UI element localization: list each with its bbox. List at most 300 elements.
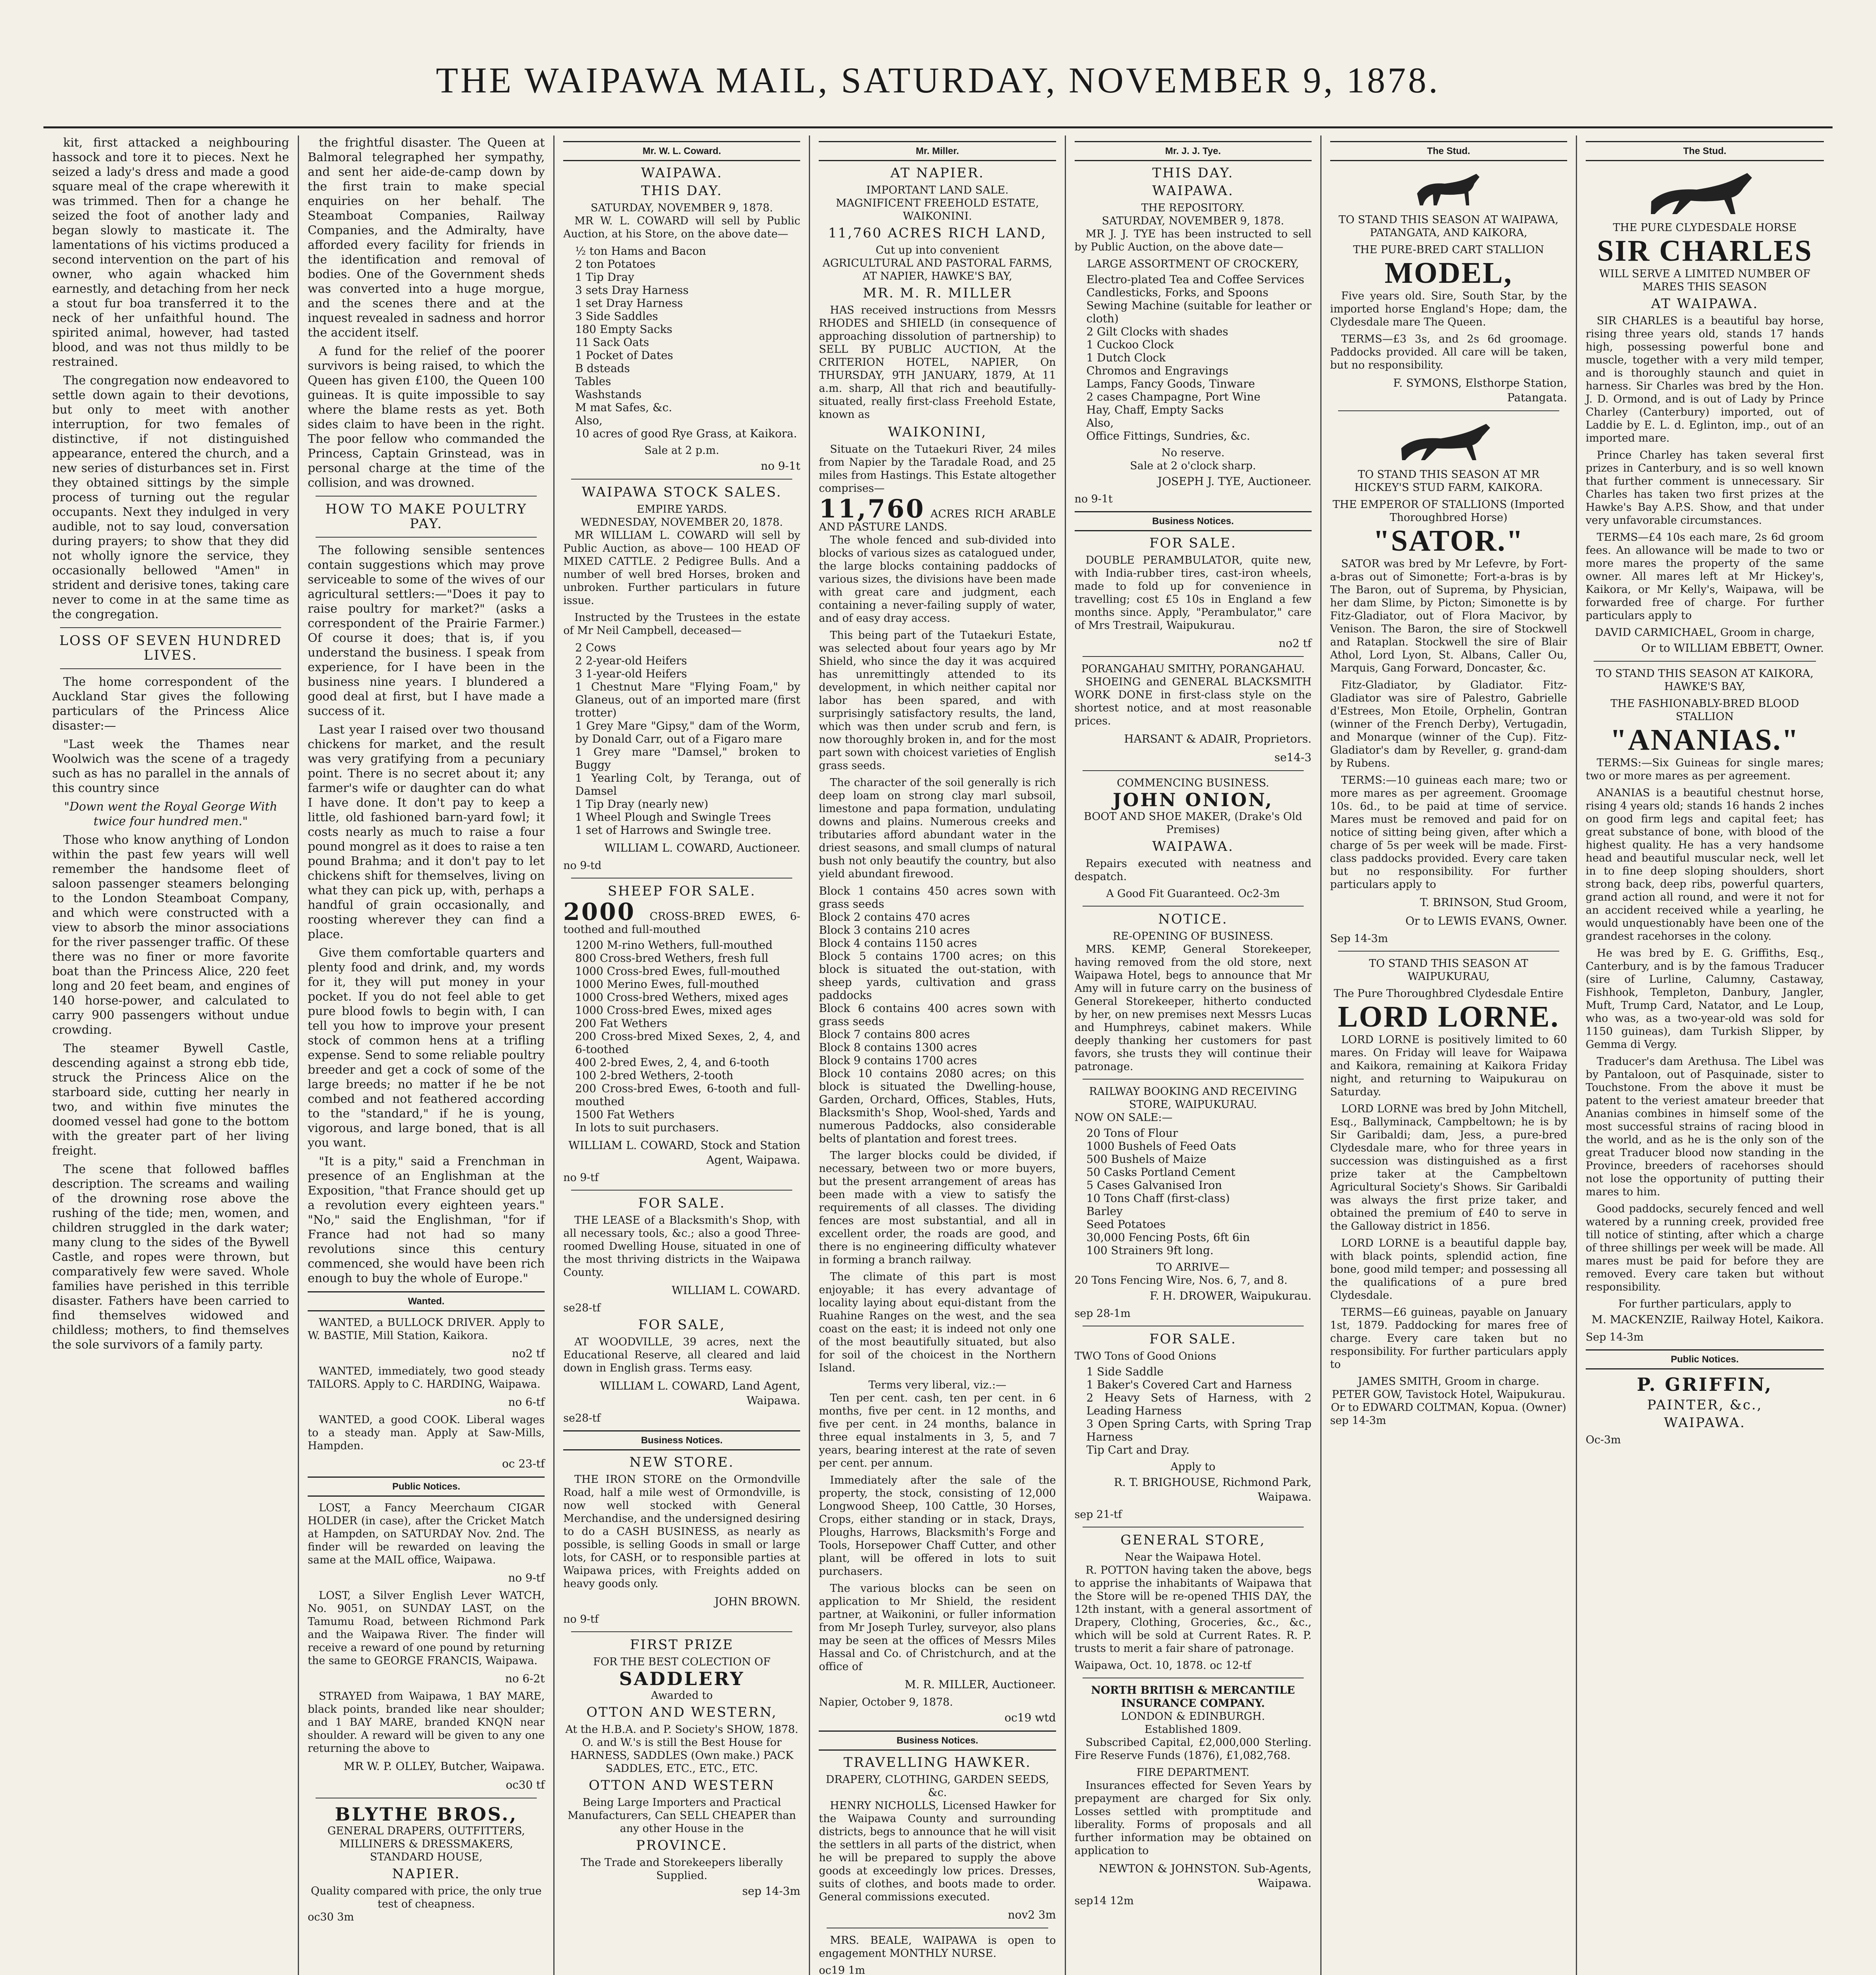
- town-heading: WAIPAWA.: [1152, 183, 1234, 199]
- list-item: Block 10 contains 2080 acres; on this block is situated the Dwelling-house, Garden, Orchard, Offices, Stables, Huts, Blacksmith's Shop, Wool-shed, Yards and numerous Paddocks, also considerable belts of plantation and forest trees.: [819, 1067, 1056, 1145]
- ad-signature: HARSANT & ADAIR, Proprietors.: [1124, 732, 1312, 745]
- divider: [316, 496, 537, 497]
- ad-signature: JOHN BROWN.: [714, 1595, 801, 1608]
- ad-signature: WILLIAM L. COWARD, Stock and Station Agent, Waipawa.: [568, 1139, 801, 1166]
- sale-time: Sale at 2 o'clock sharp.: [1130, 460, 1256, 472]
- list-item: Barley: [1086, 1205, 1123, 1218]
- new-store: NEW STORE.: [629, 1454, 735, 1470]
- ad-signature: WILLIAM L. COWARD, Auctioneer.: [604, 841, 801, 854]
- at-napier: AT NAPIER.: [890, 165, 985, 181]
- blythe-subtitle: GENERAL DRAPERS, OUTFITTERS, MILLINERS & DRESSMAKERS,: [327, 1825, 525, 1850]
- waipawa: WAIPAWA.: [1664, 1415, 1746, 1431]
- ad-signature: M. MACKENZIE, Railway Hotel, Kaikora.: [1591, 1313, 1824, 1326]
- ad-text: Instructed by the Trustees in the estate of Mr Neil Campbell, deceased—: [563, 611, 801, 637]
- model-title: MODEL,: [1384, 256, 1513, 290]
- ad-text: Subscribed Capital, £2,000,000 Sterling. Fire Reserve Funds (1876), £1,082,768.: [1074, 1736, 1312, 1762]
- ad-text: MR W. L. COWARD will sell by Public Auction, at his Store, on the above date—: [563, 215, 801, 240]
- article-paragraph: kit, first attacked a neighbouring hassock and tore it to pieces. Next he seized a lady's dress and made a good square meal of the crape wherewith it was trimmed. Then for a change he seized the foot of another lady and began slowly to masticate it. The lamentations of his victims produced a second intervention on the part of his owner, who again whacked him earnestly, and detaching from her neck a stout fur boa transferred it to the neck of her unfaithful hound. The spirited animal, however, had tasted blood, and was not thus mildly to be restrained.: [52, 136, 289, 369]
- ad-text: STRAYED from Waipawa, 1 BAY MARE, black points, branded like near shoulder; and 1 BAY MARE, branded KNQN near shoulder. A reward will be given to any one returning the above to: [308, 1690, 545, 1755]
- for-sale-heading: FOR SALE.: [1149, 1331, 1237, 1347]
- ad-signature: WILLIAM L. COWARD, Land Agent, Waipawa.: [600, 1379, 801, 1407]
- ad-text: Five years old. Sire, South Star, by the imported horse England's Hope; dam, the Clydesdale mare The Queen.: [1330, 290, 1567, 328]
- list-item: Chromos and Engravings: [1086, 364, 1229, 377]
- ananias-sub: THE FASHIONABLY-BRED BLOOD STALLION: [1610, 698, 1799, 723]
- divider: [316, 537, 537, 538]
- ad-signature: R. T. BRIGHOUSE, Richmond Park, Waipawa.: [1114, 1476, 1312, 1503]
- ad-ref: oc 23-tf: [502, 1457, 545, 1470]
- article-paragraph: Give them comfortable quarters and plenty food and drink, and, my words for it, they will put money in your pocket. If you do not feel able to get pure blood fowls to begin with, I can tell you how to improve your present stock of common hens at a trifling expense. Send to some reliable poultry breeder and get a cock of some of the large breeds; no matter if he be not combed and not feathered according to the "standard," if he is young, vigorous, and large boned, that is all you want.: [308, 946, 545, 1150]
- ad-ref: sep14 12m: [1074, 1895, 1134, 1907]
- list-item: 1 Grey Mare "Gipsy," dam of the Worm, by Donald Carr, out of a Figaro mare: [575, 719, 801, 745]
- ad-signature: JAMES SMITH, Groom in charge.: [1358, 1375, 1540, 1388]
- list-item: Sewing Machine (suitable for leather or cloth): [1086, 299, 1312, 325]
- lorne-sub: The Pure Thoroughbred Clydesdale Entire: [1333, 988, 1564, 1000]
- big-acres-text: ACRES RICH ARABLE AND PASTURE LANDS.: [819, 508, 1056, 533]
- section-header-coward: Mr. W. L. Coward.: [563, 141, 800, 161]
- estate-items: [575, 641, 800, 837]
- article-paragraph: Those who know anything of London within the past few years will well remember the handsome fleet of saloon passenger steamers belonging to the London Steamboat Company, and which were constructed with a view to absorb the minor associations for the river passenger traffic. Of these there was no finer or more favorite boat than the Princess Alice, 220 feet long and 20 feet beam, and engines of 140 horse-power, and calculated to carry 900 passengers without undue crowding.: [52, 833, 289, 1037]
- divider: [1338, 410, 1559, 411]
- ad-signature: Or to WILLIAM EBBETT, Owner.: [1641, 641, 1824, 655]
- ad-text: R. POTTON having taken the above, begs to apprise the inhabitants of Waipawa that the Store will be re-opened THIS DAY, the 12th instant, with a general assortment of Drapery, Clothing, Groceries, &c., &c., which will be sold at Current Rates. R. P. trusts to merit a fair share of patronage.: [1074, 1564, 1312, 1655]
- ad-ref: nov2 3m: [1008, 1908, 1056, 1921]
- sale-date: SATURDAY, NOVEMBER 9, 1878.: [1102, 215, 1284, 227]
- list-item: 1 Tip Dray (nearly new): [575, 798, 709, 811]
- ad-text: Traducer's dam Arethusa. The Libel was by Pantaloon, out of Pasquinade, sister to Touchstone. From the above it must be patent to the veriest amateur breeder that Ananias combines in himself some of the most successful strains of racing blood in the world, and as he is the only son of the great Traducer blood now standing in the Province, breeders of racehorses should not lose the opportunity of putting their mares to him.: [1585, 1055, 1824, 1198]
- general-store: GENERAL STORE,: [1120, 1532, 1266, 1548]
- emperor: THE EMPEROR OF STALLIONS (Imported Thoroughbred Horse): [1333, 498, 1565, 524]
- for-sale-heading: FOR SALE,: [638, 1317, 726, 1333]
- ad-text: TO STAND THIS SEASON AT KAIKORA, HAWKE'S BAY,: [1596, 668, 1814, 693]
- horse-illustration: [1645, 166, 1764, 217]
- travelling-hawker: TRAVELLING HAWKER.: [843, 1755, 1032, 1770]
- column-5: [1066, 135, 1321, 1975]
- ad-text: LOST, a Silver English Lever WATCH, No. 9051, on SUNDAY LAST, on the Tamumu Road, between Richmond Park and the Waipawa River. The finder will receive a reward of one pound by returning the same to GEORGE FRANCIS, Waipawa.: [308, 1589, 545, 1667]
- stock-sale-date: WEDNESDAY, NOVEMBER 20, 1878.: [581, 516, 783, 529]
- ad-text: TO STAND THIS SEASON AT MR HICKEY'S STUD FARM, KAIKORA.: [1354, 468, 1543, 494]
- list-item: Block 9 contains 1700 acres: [819, 1054, 977, 1067]
- ad-signature: Or to LEWIS EVANS, Owner.: [1405, 914, 1567, 927]
- ad-ref: oc30 3m: [308, 1911, 354, 1923]
- divider: [1083, 1079, 1304, 1080]
- empire-yards: EMPIRE YARDS.: [637, 503, 727, 515]
- ad-signature: JOSEPH J. TYE, Auctioneer.: [1158, 475, 1312, 488]
- list-item: 1 Tip Dray: [575, 271, 634, 284]
- ad-ref: no 9-td: [563, 860, 602, 872]
- ad-signature: Or to EDWARD COLTMAN, Kopua. (Owner): [1331, 1401, 1566, 1414]
- waikonini: WAIKONINI,: [888, 424, 987, 440]
- ad-text: The larger blocks could be divided, if necessary, between two or more buyers, but the present arrangement of areas has been made with a view to satisfy the requirements of all classes. The dividing fences are most substantial, and all in excellent order, the roads are good, and there is no engineering difficulty whatever in forming a branch railway.: [819, 1149, 1056, 1266]
- list-item: 2 ton Potatoes: [575, 258, 656, 271]
- horse-illustration: [1397, 417, 1500, 464]
- article-paragraph: A fund for the relief of the poorer survivors is being raised, to which the Queen has given £100, the Queen 100 guineas. It is quite impossible to say where the blame rests as yet. Both sides claim to have been in the right. The poor fellow who commanded the Princess, Captain Grinstead, was in personal charge at the time of the collision, and was drowned.: [308, 344, 545, 490]
- divider: [60, 627, 281, 628]
- stock-sales-title: WAIPAWA STOCK SALES.: [581, 484, 782, 500]
- ad-text: MRS. BEALE, WAIPAWA is open to engagement MONTHLY NURSE.: [819, 1934, 1056, 1960]
- list-item: Block 4 contains 1150 acres: [819, 937, 977, 950]
- no-reserve: No reserve.: [1161, 447, 1225, 459]
- ad-ref: no 9-tf: [563, 1172, 599, 1184]
- divider: [1083, 656, 1304, 657]
- sale-date: SATURDAY, NOVEMBER 9, 1878.: [590, 202, 773, 214]
- for-sale-items: [1087, 1365, 1312, 1456]
- miller-name: MR. M. R. MILLER: [863, 285, 1012, 301]
- ad-text: Immediately after the sale of the property, the stock, consisting of 12,000 Longwood Sheep, 100 Cattle, 30 Horses, Crops, either standing or in stack, Drays, Ploughs, Harrows, Blacksmith's Forge and Tools, Horsepower Chaff Cutter, and other plant, will be offered in lots to suit purchasers.: [819, 1474, 1056, 1578]
- drapery: DRAPERY, CLOTHING, GARDEN SEEDS, &c.: [825, 1774, 1049, 1799]
- sir-charles-title: SIR CHARLES: [1597, 234, 1813, 267]
- list-item: 500 Bushels of Maize: [1086, 1153, 1207, 1166]
- section-header-business: Business Notices.: [819, 1730, 1056, 1751]
- ad-text: Repairs executed with neatness and despatch.: [1074, 858, 1312, 883]
- divider: [1083, 770, 1304, 771]
- list-item: 30,000 Fencing Posts, 6ft 6in: [1086, 1231, 1250, 1244]
- list-item: Hay, Chaff, Empty Sacks: [1086, 403, 1224, 416]
- ad-text: TERMS—£6 guineas, payable on January 1st, 1879. Paddocking for mares free of charge. Every care taken but no responsibility. For further particulars apply to: [1330, 1306, 1567, 1371]
- list-item: 2 Cows: [575, 641, 616, 654]
- at-waipawa: AT WAIPAWA.: [1651, 296, 1759, 312]
- auction-items: [575, 245, 800, 440]
- otton-western-2: OTTON AND WESTERN: [588, 1778, 775, 1793]
- article-paragraph: Last year I raised over two thousand chickens for market, and the result was very gratifying from a pecuniary point. There is no secret about it; any farmer's wife or daughter can do what I have done. It don't pay to keep a little, old fashioned barn-yard fowl; it costs nearly as much to raise a four pound mongrel as it does to raise a ten pound Brahma; and it don't pay to let chickens shift for themselves, living on what they can pick up, with, perhaps a handful of grain occasionally, and roosting wherever they can find a place.: [308, 723, 545, 941]
- list-item: Tables: [575, 375, 611, 388]
- ad-text: DOUBLE PERAMBULATOR, quite new, with India-rubber tires, cast-iron wheels, made to fold up for convenience in travelling; cost £5 10s in England a few months since. Apply, "Perambulator," care of Mrs Trestrail, Waipukurau.: [1074, 554, 1312, 632]
- list-item: 1000 Bushels of Feed Oats: [1086, 1140, 1236, 1153]
- column-3: [555, 135, 810, 1975]
- ad-signature: M. R. MILLER, Auctioneer.: [904, 1678, 1056, 1691]
- ad-ref: Sep 14-3m: [1330, 933, 1388, 945]
- list-item: 3 sets Dray Harness: [575, 284, 689, 297]
- column-4: [810, 135, 1066, 1975]
- divider: [571, 479, 792, 480]
- section-header-stud: The Stud.: [1586, 141, 1824, 161]
- article-paragraph: the frightful disaster. The Queen at Balmoral telegraphed her sympathy, and sent her aide-de-camp down by the first train to make special enquiries on her behalf. The Steamboat Companies, Railway Companies, and the Admiralty, have afforded every facility for friends in the identification and removal of bodies. One of the Government sheds was converted into a huge morgue, and the scenes there and at the inquest revealed in sadness and horror the accident itself.: [308, 136, 545, 340]
- otton-western: OTTON AND WESTERN,: [586, 1704, 777, 1720]
- section-header-public-notices: Public Notices.: [1586, 1349, 1824, 1369]
- list-item: 5 Cases Galvanised Iron: [1086, 1179, 1222, 1192]
- boot-maker: BOOT AND SHOE MAKER, (Drake's Old Premises): [1084, 811, 1303, 836]
- headline-loss-of-lives: LOSS OF SEVEN HUNDRED LIVES.: [59, 633, 282, 663]
- ad-text: This being part of the Tutaekuri Estate, was selected about four years ago by Mr Shield, who since the day it was acquired has unremittingly attended to its development, in which neither capital nor labor has been spared, and with surprisingly satisfactory results, the land, which was then under scrub and fern, is now thoroughly broken in, and for the most part sown with choicest varieties of English grass seeds.: [819, 629, 1056, 772]
- ad-text: TERMS—£3 3s, and 2s 6d groomage. Paddocks provided. All care will be taken, but no responsibility.: [1330, 333, 1567, 371]
- masthead-title: THE WAIPAWA MAIL, SATURDAY, NOVEMBER 9, 1878.: [436, 60, 1440, 100]
- reopening: RE-OPENING OF BUSINESS.: [1113, 930, 1273, 942]
- ad-ref: no 6-2t: [505, 1672, 545, 1685]
- headline-poultry: HOW TO MAKE POULTRY PAY.: [325, 501, 527, 532]
- list-item: 2 2-year-old Heifers: [575, 654, 687, 667]
- this-day: THIS DAY.: [641, 183, 723, 199]
- ad-text: Good paddocks, securely fenced and well watered by a running creek, provided free till notice of stinting, after which a charge of three shillings per week will be made. All mares must be paid for before they are removed. Every care taken but without responsibility.: [1585, 1203, 1824, 1293]
- list-item: Also,: [1086, 416, 1114, 429]
- notice: NOTICE.: [1158, 911, 1228, 927]
- article-paragraph: "It is a pity," said a Frenchman in presence of an Englishman at the Exposition, "that France should get up a revolution every eighteen years." "No," said the Englishman, "for if France had not had so many revolutions since this century commenced, she would have been rich enough to buy the whole of Europe.": [308, 1155, 545, 1285]
- ad-text: TERMS:—Six Guineas for single mares; two or more mares as per agreement.: [1585, 757, 1824, 782]
- north-british: NORTH BRITISH & MERCANTILE INSURANCE COMPANY.: [1091, 1684, 1295, 1710]
- ad-ref: oc 12-tf: [1210, 1659, 1251, 1672]
- saddlery: SADDLERY: [619, 1668, 745, 1689]
- ad-ref: no 9-tf: [563, 1613, 599, 1625]
- list-item: 200 Cross-bred Ewes, 6-tooth and full-mouthed: [575, 1082, 801, 1108]
- list-item: Also,: [575, 414, 603, 427]
- section-header-wanted: Wanted.: [308, 1291, 545, 1311]
- ad-ref: sep 21-tf: [1074, 1509, 1122, 1521]
- ad-text: HENRY NICHOLLS, Licensed Hawker for the Waipawa County and surrounding districts, begs to announce that he will visit the settlers in all parts of the district, when he will be prepared to supply the above goods at exceedingly low prices. Dresses, suits of clothes, and boots made to order. General commissions executed.: [819, 1800, 1056, 1903]
- town-heading: WAIPAWA.: [641, 165, 723, 181]
- ad-ref: se28-tf: [563, 1302, 601, 1314]
- this-day: THIS DAY.: [1152, 165, 1234, 181]
- blythe-note: Quality compared with price, the only true test of cheapness.: [311, 1885, 542, 1910]
- list-item: 1 Baker's Covered Cart and Harness: [1086, 1378, 1292, 1391]
- ad-text: SIR CHARLES is a beautiful bay horse, rising three years old, stands 17 hands high, possessing powerful bone and muscle, together with a very mild temper, and is thoroughly staunch and quiet in harness. Sir Charles was bred by the Hon. J. D. Ormond, and is out of Lady by Prince Charley (Canterbury) imported, out of Laddie by E. L. d. Eglinton, imp., out of an imported mare.: [1585, 315, 1824, 444]
- divider: [1594, 661, 1816, 662]
- article-paragraph: The following sensible sentences contain suggestions which may prove serviceable to some of the wives of our agricultural settlers:—"Does it pay to raise poultry for market?" (asks a correspondent of the Prairie Farmer.) Of course it does; that is, if you understand the business. I speak from experience, for I have been in the business nine years. I blundered a good deal at first, but I have made a success of it.: [308, 544, 545, 718]
- ad-ref: no 9-1t: [761, 459, 801, 472]
- ad-ref: Oc-3m: [1585, 1434, 1621, 1446]
- list-item: 1 set of Harrows and Swingle tree.: [575, 824, 771, 837]
- ad-text: TERMS—£4 10s each mare, 2s 6d groom fees. An allowance will be made to two or more mares the property of the same owner. All mares left at Mr Hickey's, Kaikora, or Mr Kelly's, Waipawa, will be forwarded free of charge. For further particulars apply to: [1585, 531, 1824, 622]
- to-arrive: TO ARRIVE—: [1156, 1261, 1230, 1273]
- list-item: 10 Tons Chaff (first-class): [1086, 1192, 1230, 1205]
- article-paragraph: The home correspondent of the Auckland Star gives the following particulars of the Princess Alice disaster:—: [52, 675, 289, 733]
- ad-ref: sep 28-1m: [1074, 1307, 1131, 1320]
- ad-signature: WILLIAM L. COWARD.: [671, 1284, 801, 1297]
- ad-date: Napier, October 9, 1878.: [819, 1696, 953, 1708]
- list-item: 1 Side Saddle: [1086, 1365, 1164, 1378]
- list-item: 1000 Cross-bred Wethers, mixed ages: [575, 991, 788, 1004]
- ad-ref: Oc2-3m: [1238, 888, 1280, 900]
- section-header-stud: The Stud.: [1330, 141, 1567, 161]
- list-item: 2 Heavy Sets of Harness, with 2 Leading Harness: [1086, 1391, 1312, 1417]
- sator-title: "SATOR.": [1373, 524, 1524, 557]
- waipawa: WAIPAWA.: [1152, 839, 1234, 854]
- sheep-for-sale: SHEEP FOR SALE.: [607, 883, 756, 899]
- list-item: B dsteads: [575, 362, 630, 375]
- province: PROVINCE.: [636, 1838, 728, 1853]
- first-prize: FIRST PRIZE: [630, 1637, 734, 1653]
- section-header-business: Business Notices.: [1075, 511, 1312, 531]
- list-item: Lamps, Fancy Goods, Tinware: [1086, 377, 1255, 390]
- list-item: In lots to suit purchasers.: [575, 1121, 719, 1134]
- list-item: 1 Cuckoo Clock: [1086, 338, 1174, 351]
- ad-text: WANTED, immediately, two good steady TAILORS. Apply to C. HARDING, Waipawa.: [308, 1365, 545, 1390]
- list-item: 1000 Merino Ewes, full-mouthed: [575, 978, 759, 991]
- section-header-miller: Mr. Miller.: [819, 141, 1056, 161]
- article-paragraph: The scene that followed baffles description. The screams and wailing of the drowning rose above the rushing of the tide; men, women, and children struggled in the dark water; many clung to the sides of the Bywell Castle, and ropes were thrown, but comparatively few were saved. Whole families have perished in this terrible disaster. Fathers have been carried to find themselves widowed and childless; mothers, to find themselves the sole survivors of a family party.: [52, 1162, 289, 1352]
- on-sale-items: [1087, 1127, 1312, 1257]
- london-edinburgh: LONDON & EDINBURGH.: [1121, 1710, 1265, 1723]
- section-header-business: Business Notices.: [563, 1430, 800, 1450]
- ad-text: WANTED, a good COOK. Liberal wages to a steady man. Apply at Saw-Mills, Hampden.: [308, 1414, 545, 1452]
- ad-signature: NEWTON & JOHNSTON. Sub-Agents, Waipawa.: [1098, 1862, 1312, 1890]
- ad-signature: PETER GOW, Tavistock Hotel, Waipukurau.: [1332, 1388, 1566, 1401]
- on-sale: NOW ON SALE:—: [1074, 1112, 1173, 1124]
- ananias-title: "ANANIAS.": [1610, 723, 1800, 756]
- best-house: O. and W.'s is still the Best House for HARNESS, SADDLES (Own make.) PACK SADDLES, ETC., ETC., ETC.: [570, 1736, 793, 1775]
- list-item: 100 2-bred Wethers, 2-tooth: [575, 1069, 733, 1082]
- ad-date: Waipawa, Oct. 10, 1878.: [1074, 1659, 1207, 1672]
- ad-ref: no2 tf: [512, 1347, 545, 1360]
- article-paragraph: The congregation now endeavored to settle down again to their devotions, but only to meet with another interruption, for two females of distinctive, if not distinguished appearance, entered the church, and a new series of disturbances set in. First they obtained sittings by the simple process of turning out the regular occupants. Next they indulged in very audible, not to say loud, conversation during prayers; to show that they did not wholly ignore the service, they occasionally bellowed "Amen" in strident and derisive tones, taking care never to come in at the same time as the congregation.: [52, 374, 289, 621]
- sheep-count: 2000: [563, 898, 636, 926]
- magnificent-estate: MAGNIFICENT FREEHOLD ESTATE, WAIKONINI.: [836, 197, 1039, 222]
- list-item: 3 Open Spring Carts, with Spring Trap Harness: [1086, 1417, 1312, 1443]
- list-item: Candlesticks, Forks, and Spoons: [1086, 286, 1269, 299]
- list-item: 1200 M-rino Wethers, full-mouthed: [575, 939, 773, 952]
- painter: PAINTER, &c.,: [1647, 1397, 1763, 1413]
- list-item: Block 8 contains 1300 acres: [819, 1041, 977, 1054]
- list-item: Block 7 contains 800 acres: [819, 1028, 970, 1041]
- ad-text: AT WOODVILLE, 39 acres, next the Educational Reserve, all cleared and laid down in English grass. Terms easy.: [563, 1336, 801, 1374]
- list-item: Electro-plated Tea and Coffee Services: [1086, 273, 1305, 286]
- list-item: 200 Fat Wethers: [575, 1017, 667, 1030]
- list-item: 1 Pocket of Dates: [575, 349, 673, 362]
- ad-ref: oc19 1m: [819, 1964, 865, 1975]
- list-item: Block 2 contains 470 acres: [819, 910, 970, 924]
- list-item: Seed Potatoes: [1086, 1218, 1166, 1231]
- ad-text: LORD LORNE is a beautiful dapple bay, with black points, splendid action, fine bone, good mild temper; and possessing all the qualifications of a pure bred Clydesdale.: [1330, 1237, 1567, 1302]
- quote: "Down went the Royal George With twice four hundred men.": [64, 800, 278, 828]
- ad-text: The whole fenced and sub-divided into blocks of various sizes as catalogued under, the large blocks containing paddocks of various sizes, the divisions have been made with great care and judgment, each containing a never-failing supply of water, and of easy dray access.: [819, 534, 1056, 624]
- ad-text: LORD LORNE is positively limited to 60 mares. On Friday will leave for Waipawa and Kaikora, remaining at Kaikora Friday night, and returning to Waipukurau on Saturday.: [1330, 1034, 1567, 1098]
- list-item: 1 Yearling Colt, by Teranga, out of Damsel: [575, 771, 801, 798]
- list-item: 20 Tons of Flour: [1086, 1127, 1178, 1140]
- repository: THE REPOSITORY.: [1141, 202, 1245, 214]
- column-7: [1577, 135, 1833, 1975]
- ad-text: HAS received instructions from Messrs RHODES and SHIELD (in consequence of approaching dissolution of partnership) to SELL BY PUBLIC AUCTION, At the CRITERION HOTEL, NAPIER, On THURSDAY, 9TH JANUARY, 1879, At 11 a.m. sharp, All that rich and beautifully-situated, really first-class Freehold Estate, known as: [819, 304, 1056, 421]
- blythe-bros-title: BLYTHE BROS.,: [335, 1804, 518, 1825]
- ad-text: TERMS:—10 guineas each mare; two or more mares as per agreement. Groomage 10s. 6d., to be paid at time of service. Mares must be removed and paid for on notice of sitting being given, after which a charge of 5s per week will be made. First-class paddocks provided. Every care taken but no responsibility. For further particulars apply to: [1330, 774, 1567, 891]
- ad-signature: MR W. P. OLLEY, Butcher, Waipawa.: [344, 1760, 545, 1773]
- list-item: 1000 Cross-bred Ewes, full-mouthed: [575, 965, 780, 978]
- ad-signature: F. SYMONS, Elsthorpe Station, Patangata.: [1393, 376, 1567, 404]
- ad-text: Prince Charley has taken several first prizes in Canterbury, and is so well known that further comment is unnecessary. Sir Charles has taken two first prizes at the Hawke's Bay A.P.S. Show, and that under very unfavorable circumstances.: [1585, 449, 1824, 527]
- list-item: 180 Empty Sacks: [575, 323, 673, 336]
- ad-text: Situate on the Tutaekuri River, 24 miles from Napier by the Taradale Road, and 25 miles from Hastings. This Estate altogether comprises—: [819, 443, 1056, 495]
- list-item: 11 Sack Oats: [575, 336, 649, 349]
- list-item: 50 Casks Portland Cement: [1086, 1166, 1235, 1179]
- column-2: [299, 135, 555, 1975]
- columns: [43, 135, 1833, 1975]
- arrive-text: 20 Tons Fencing Wire, Nos. 6, 7, and 8.: [1074, 1274, 1288, 1287]
- ad-ref: sep 14-3m: [742, 1885, 801, 1898]
- column-1: [43, 135, 299, 1975]
- list-item: 1 set Dray Harness: [575, 297, 683, 310]
- crockery: LARGE ASSORTMENT OF CROCKERY,: [1087, 258, 1299, 270]
- apply-to: Apply to: [1170, 1461, 1216, 1473]
- ad-text: TO STAND THIS SEASON AT WAIPUKURAU,: [1369, 957, 1528, 983]
- acres: 11,760 ACRES RICH LAND,: [828, 225, 1047, 241]
- terms: Terms very liberal, viz.:—: [868, 1379, 1006, 1391]
- ad-text: The climate of this part is most enjoyable; it has every advantage of locality laying about equi-distant from the Ruahine Ranges on the west, and the sea coast on the east; it is indeed not only one of the most beautifully situated, but also for soil of the choicest in the Northern Island.: [819, 1271, 1056, 1374]
- agricultural: AGRICULTURAL AND PASTORAL FARMS,: [822, 257, 1053, 269]
- list-item: 2 Gilt Clocks with shades: [1086, 325, 1228, 338]
- awarded: Awarded to: [651, 1689, 713, 1702]
- divider: [1338, 951, 1559, 952]
- horse-illustration: [1409, 166, 1488, 209]
- ad-ref: no2 tf: [1278, 637, 1312, 650]
- griffin: P. GRIFFIN,: [1637, 1374, 1773, 1395]
- cut-up: Cut up into convenient: [876, 244, 999, 256]
- blythe-house: STANDARD HOUSE,: [370, 1851, 483, 1863]
- list-item: 1 Wheel Plough and Swingle Trees: [575, 811, 771, 824]
- blocks-list: [819, 884, 1056, 1145]
- big-acres: 11,760: [819, 494, 925, 524]
- ad-text: MR WILLIAM L. COWARD will sell by Public Auction, as above— 100 HEAD OF MIXED CATTLE. 2 Pedigree Bulls. And a number of well bred Horses, broken and unbroken. Further particulars in future issue.: [563, 529, 801, 607]
- sheep-text: CROSS-BRED EWES, 6-toothed and full-mouthed: [563, 910, 801, 936]
- ad-ref: no 9-tf: [508, 1571, 545, 1584]
- article-paragraph: "Last week the Thames near Woolwich was the scene of a tragedy such as has no parallel in the annals of this country since: [52, 737, 289, 795]
- list-item: 1 Dutch Clock: [1086, 351, 1166, 364]
- ad-text: THE LEASE of a Blacksmith's Shop, with all necessary tools, &c.; also a good Three-roomed Dwelling House, situated in one of the most thriving districts in the Waipawa County.: [563, 1214, 801, 1279]
- list-item: Block 1 contains 450 acres sown with grass seeds: [819, 884, 1056, 910]
- list-item: 400 2-bred Ewes, 2, 4, and 6-tooth: [575, 1056, 770, 1069]
- divider: [571, 1190, 792, 1191]
- ad-ref: no 6-tf: [508, 1396, 545, 1409]
- list-item: 800 Cross-bred Wethers, fresh full: [575, 952, 769, 965]
- sale-time: Sale at 2 p.m.: [644, 444, 719, 457]
- ad-text: WANTED, a BULLOCK DRIVER. Apply to W. BASTIE, Mill Station, Kaikora.: [308, 1317, 545, 1342]
- trade-note: The Trade and Storekeepers liberally Supplied.: [581, 1856, 783, 1882]
- list-item: Tip Cart and Dray.: [1086, 1443, 1190, 1456]
- lord-lorne-title: LORD LORNE.: [1338, 1000, 1560, 1033]
- ad-ref: oc30 tf: [506, 1778, 545, 1791]
- ad-signature: F. H. DROWER, Waipukurau.: [1150, 1289, 1312, 1302]
- established: Established 1809.: [1144, 1723, 1242, 1736]
- prize-sub: FOR THE BEST COLECTION OF: [593, 1656, 771, 1668]
- list-item: 1000 Cross-bred Ewes, mixed ages: [575, 1004, 772, 1017]
- list-item: Block 6 contains 400 acres sown with grass seeds: [819, 1002, 1056, 1028]
- ad-ref: se28-tf: [563, 1412, 601, 1424]
- list-item: Washstands: [575, 388, 642, 401]
- two-tons: TWO Tons of Good Onions: [1074, 1350, 1216, 1362]
- list-item: 2 cases Champagne, Port Wine: [1086, 390, 1261, 403]
- ad-text: Ten per cent. cash, ten per cent. in 6 months, five per cent. in 12 months, and five per cent. in 24 months, balance in three equal instalments in 3, 5, and 7 years, bearing interest at the rate of seven per cent. per annum.: [819, 1392, 1056, 1469]
- ad-signature: T. BRINSON, Stud Groom,: [1420, 896, 1567, 909]
- column-6: [1321, 135, 1577, 1975]
- ad-text: TO STAND THIS SEASON AT WAIPAWA, PATANGATA, AND KAIKORA,: [1338, 214, 1559, 239]
- list-item: 1500 Fat Wethers: [575, 1108, 675, 1121]
- john-onion: JOHN ONION,: [1113, 789, 1273, 811]
- show: At the H.B.A. and P. Society's SHOW, 1878.: [565, 1723, 799, 1736]
- section-header-tye: Mr. J. J. Tye.: [1075, 141, 1312, 161]
- ad-text: Fitz-Gladiator, by Gladiator. Fitz-Gladiator was sire of Palestro, Gabrielle d'Estrees, Mon Etoile, Orphelin, Gontran (winner of the French Derby), Vertugadin, and Monarque (winner of the Cup). Fitz-Gladiator's dam by Reveller, g. grand-dam by Rubens.: [1330, 679, 1567, 769]
- ad-text: The various blocks can be seen on application to Mr Shield, the resident partner, at Waikonini, or fuller information from Mr Joseph Turley, surveyor, also plans may be seen at the offices of Messrs Miles Hassal and Co. of Christchurch, and at the office of: [819, 1582, 1056, 1673]
- ad-text: LORD LORNE was bred by John Mitchell, Esq., Ballyminack, Campbeltown; he is by Sir Garibaldi; dam, Jess, a pure-bred Clydesdale mare, who for three years in succession was distinguished as a first prize taker at the Campbeltown Agricultural Society's Shows. Sir Garibaldi was always the first prize taker, and obtained the premium of £40 to serve in the Galloway district in 1856.: [1330, 1103, 1567, 1232]
- article-paragraph: The steamer Bywell Castle, descending against a strong ebb tide, struck the Princess Alice on the starboard side, cutting her nearly in two, and within five minutes the doomed vessel had gone to the bottom with the greater part of her living freight.: [52, 1042, 289, 1158]
- for-sale-heading: FOR SALE.: [1149, 535, 1237, 551]
- for-sale-heading: FOR SALE.: [638, 1195, 726, 1211]
- charles-sub: WILL SERVE A LIMITED NUMBER OF MARES THIS SEASON: [1599, 268, 1810, 293]
- list-item: 1 Chestnut Mare "Flying Foam," by Glaneus, out of an imported mare (first trotter): [575, 680, 801, 719]
- list-item: 3 1-year-old Heifers: [575, 667, 687, 680]
- model-sub: THE PURE-BRED CART STALLION: [1353, 244, 1544, 256]
- near-hotel: Near the Waipawa Hotel.: [1125, 1551, 1261, 1563]
- hawkes-bay: AT NAPIER, HAWKE'S BAY,: [862, 270, 1012, 282]
- ad-ref: Sep 14-3m: [1585, 1331, 1644, 1343]
- ad-text: LOST, a Fancy Meerchaum CIGAR HOLDER (in case), after the Cricket Match at Hampden, on SATURDAY Nov. 2nd. The finder will be rewarded on leaving the same at the MAIL office, Waipawa.: [308, 1502, 545, 1566]
- ad-text: SATOR was bred by Mr Lefevre, by Fort-a-bras out of Simonette; Fort-a-bras is by The Baron, out of Suprema, by Physician, her dam Slime, by Picton; Simonette is by Fitz-Gladiator, out of Flora Macivor, by Venison. The Baron, the sire of Stockwell and Rataplan. Stockwell the sire of Blair Athol, Lord Lyon, St. Albans, Caller Ou, Marquis, Gang Forward, Doncaster, &c.: [1330, 558, 1567, 674]
- railway-store: RAILWAY BOOKING AND RECEIVING STORE, WAIPUKURAU.: [1089, 1085, 1297, 1111]
- ad-ref: no 9-1t: [1074, 493, 1113, 505]
- sheep-items: [575, 939, 800, 1134]
- important-sale: IMPORTANT LAND SALE.: [866, 184, 1009, 196]
- list-item: Block 3 contains 210 acres: [819, 924, 970, 937]
- list-item: 1 Grey mare "Damsel," broken to Buggy: [575, 745, 801, 771]
- masthead: [43, 59, 1833, 128]
- ad-text: MR J. J. TYE has been instructed to sell by Public Auction, on the above date—: [1074, 228, 1312, 253]
- ad-text: Insurances effected for Seven Years by prepayment are charged for Six only. Losses settled with promptitude and liberality. Forms of proposals and all further information may be obtained on application to: [1074, 1779, 1312, 1857]
- divider: [1083, 906, 1304, 907]
- ad-text: MRS. KEMP, General Storekeeper, having removed from the old store, next Waipawa Hotel, begs to announce that Mr Amy will in future carry on the business of General Storekeeper, hitherto conducted by her, on new premises next Messrs Lucas and Humphreys, cabinet makers. While deeply thanking her customers for past favors, she trusts they will continue their patronage.: [1074, 943, 1312, 1073]
